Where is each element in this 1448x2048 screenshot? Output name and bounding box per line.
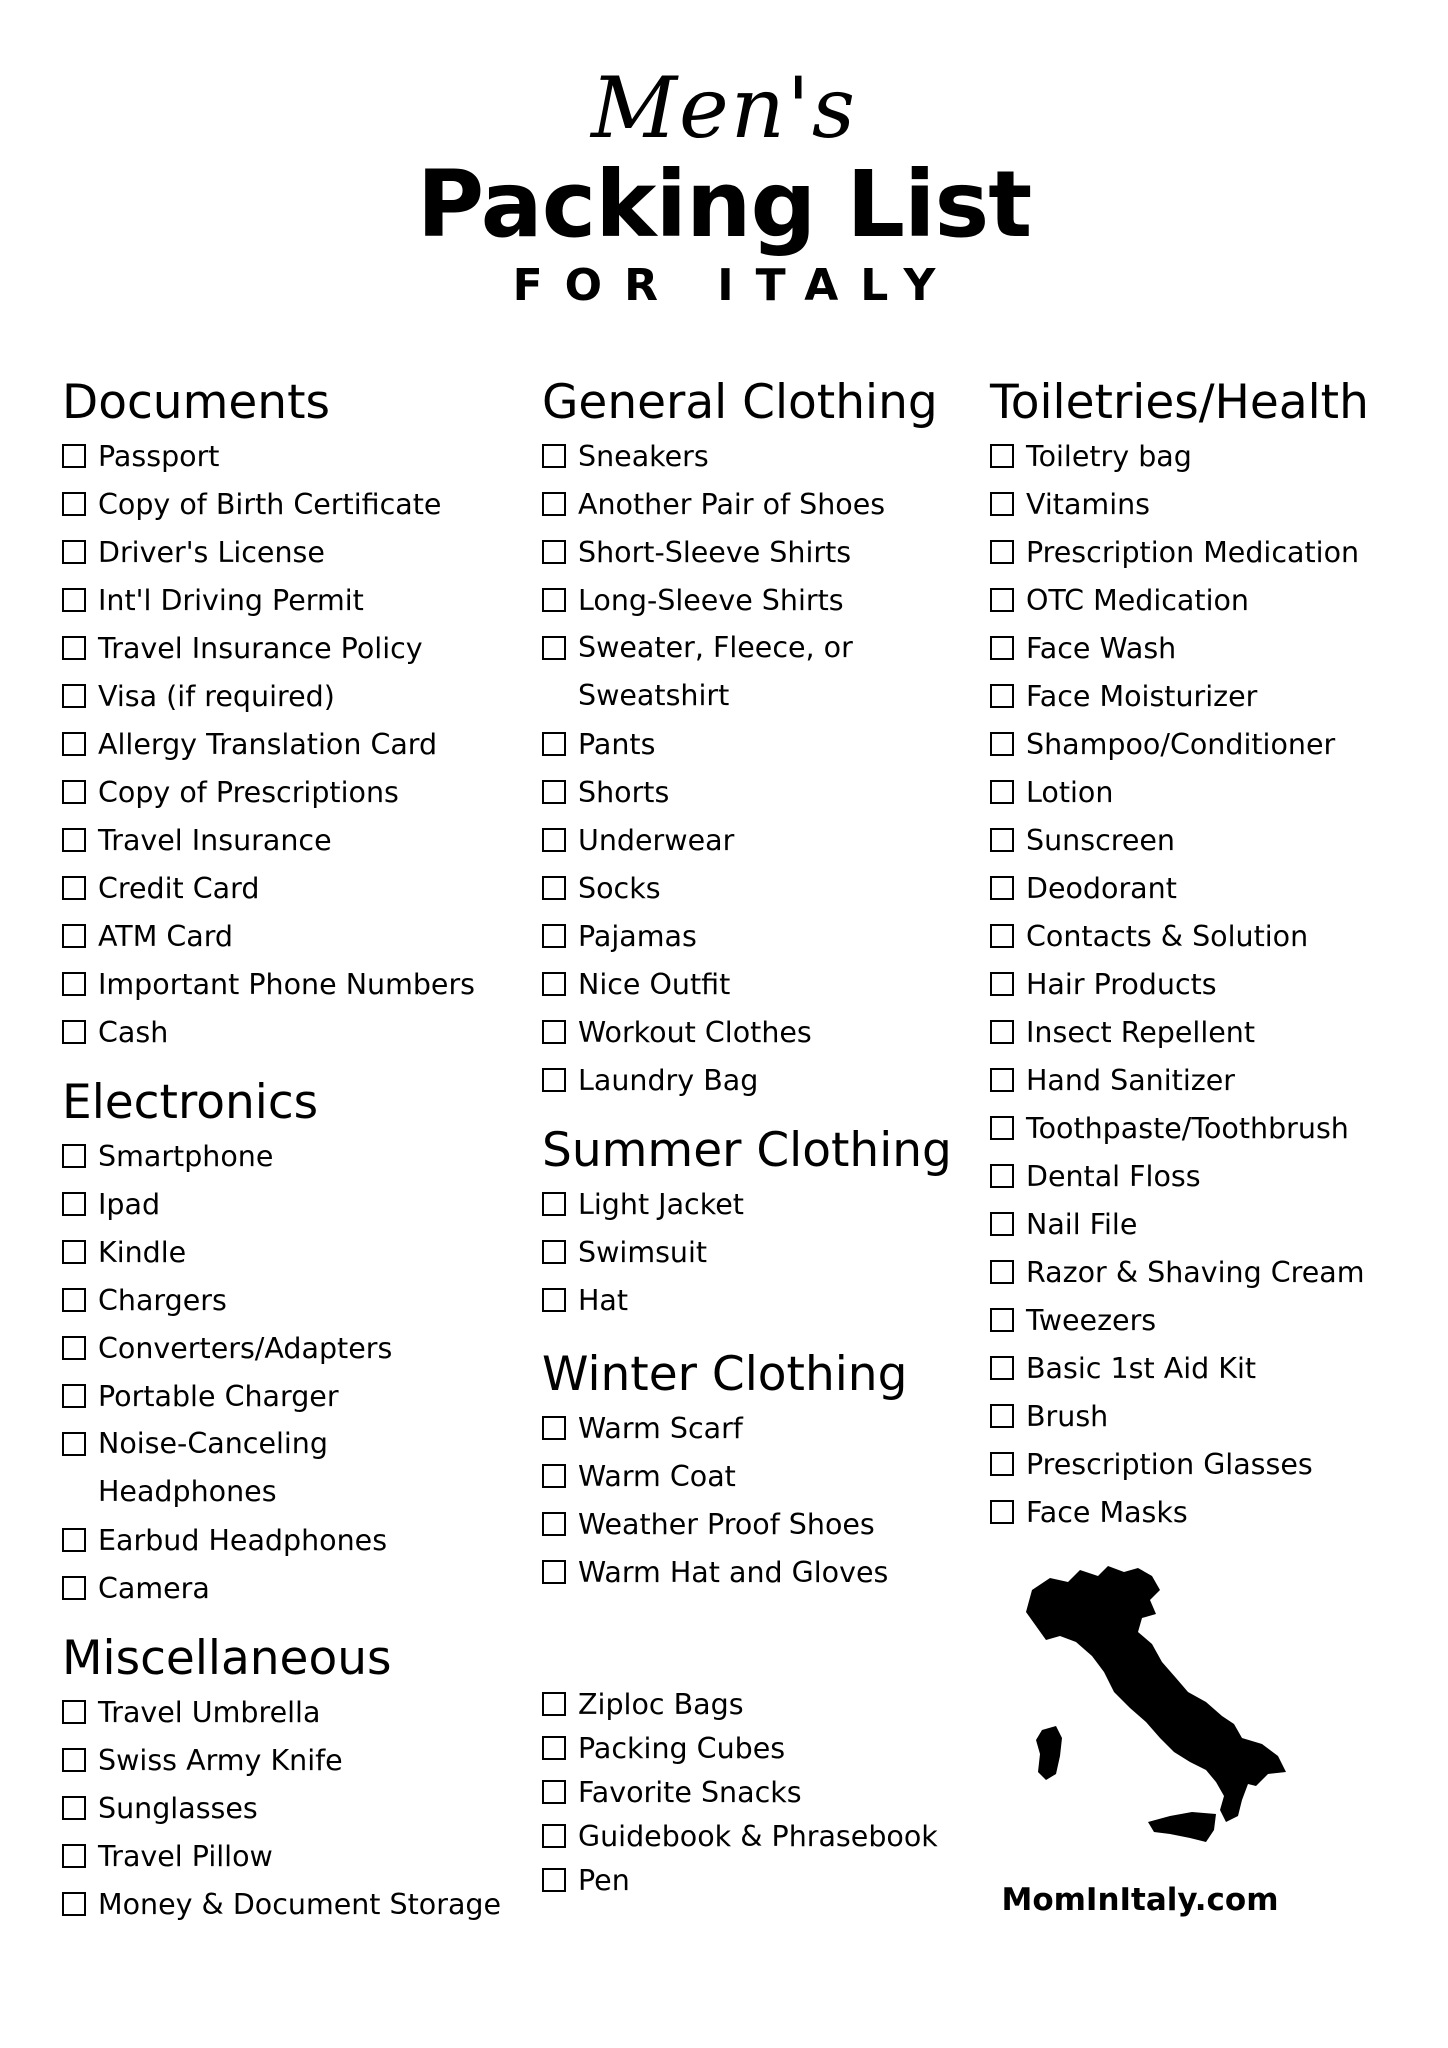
checklist-item-label: Basic 1st Aid Kit — [1026, 1351, 1257, 1385]
checkbox-icon[interactable] — [990, 732, 1014, 756]
checklist-item[interactable] — [542, 1814, 942, 1858]
checklist-item[interactable] — [990, 624, 1410, 672]
checklist-item-label: Copy of Birth Certificate — [98, 487, 442, 521]
checklist-item-label: Warm Coat — [578, 1459, 736, 1493]
checkbox-icon[interactable] — [62, 1432, 86, 1456]
checklist-item-label: Pants — [578, 727, 656, 761]
section-electronics — [62, 1074, 502, 1612]
checkbox-icon[interactable] — [542, 1240, 566, 1264]
checkbox-icon[interactable] — [62, 780, 86, 804]
checklist-item[interactable] — [990, 432, 1410, 480]
checklist-item[interactable] — [62, 528, 502, 576]
checkbox-icon[interactable] — [62, 588, 86, 612]
checklist-item[interactable] — [990, 1296, 1410, 1344]
checkbox-icon[interactable] — [62, 1288, 86, 1312]
checklist-item-label: Face Wash — [1026, 631, 1177, 665]
checklist-item-label: Travel Insurance Policy — [98, 631, 423, 665]
checkbox-icon[interactable] — [542, 444, 566, 468]
checklist-item[interactable] — [62, 1564, 502, 1612]
checkbox-icon[interactable] — [542, 1692, 566, 1716]
checkbox-icon[interactable] — [990, 1260, 1014, 1284]
checklist-item-label: Insect Repellent — [1026, 1015, 1256, 1049]
checklist-item[interactable] — [542, 480, 942, 528]
checklist-item[interactable] — [990, 528, 1410, 576]
section-title-documents: Documents — [62, 375, 330, 430]
checkbox-icon[interactable] — [542, 1780, 566, 1804]
checklist-item[interactable] — [62, 1180, 502, 1228]
checklist-item-label: Light Jacket — [578, 1187, 744, 1221]
checkbox-icon[interactable] — [542, 1512, 566, 1536]
checkbox-icon[interactable] — [542, 636, 566, 660]
checklist-item-label: Razor & Shaving Cream — [1026, 1255, 1365, 1289]
checklist-item[interactable] — [542, 1500, 942, 1548]
checklist-item-label: Hand Sanitizer — [1026, 1063, 1235, 1097]
checklist-item-label: ATM Card — [98, 919, 234, 953]
checklist-item[interactable] — [990, 1008, 1410, 1056]
checklist-item-label: Underwear — [578, 823, 735, 857]
checklist-item[interactable] — [542, 1056, 942, 1104]
checkbox-icon[interactable] — [62, 636, 86, 660]
checklist-item-label: Swimsuit — [578, 1235, 708, 1269]
checklist-item-label: Face Moisturizer — [1026, 679, 1258, 713]
checkbox-icon[interactable] — [62, 1384, 86, 1408]
checkbox-icon[interactable] — [542, 540, 566, 564]
checklist-item[interactable] — [62, 1784, 522, 1832]
section-title-winter-clothing: Winter Clothing — [542, 1347, 908, 1402]
checklist-item[interactable] — [542, 1682, 942, 1726]
checklist-item[interactable] — [542, 1180, 942, 1228]
checkbox-icon[interactable] — [62, 924, 86, 948]
checkbox-icon[interactable] — [62, 732, 86, 756]
checkbox-icon[interactable] — [542, 1464, 566, 1488]
checklist-item-label: Socks — [578, 871, 661, 905]
checklist-item-label: Nail File — [1026, 1207, 1138, 1241]
section-title-electronics: Electronics — [62, 1075, 319, 1130]
checklist-item[interactable] — [542, 1276, 942, 1324]
checklist-item-label: Allergy Translation Card — [98, 727, 438, 761]
checklist-item-label: Face Masks — [1026, 1495, 1188, 1529]
checklist-item[interactable] — [542, 720, 942, 768]
checklist-item-label: Sunglasses — [98, 1791, 258, 1825]
checklist-item-label: Credit Card — [98, 871, 260, 905]
checkbox-icon[interactable] — [990, 1164, 1014, 1188]
checkbox-icon[interactable] — [990, 588, 1014, 612]
checklist-item-label: Hat — [578, 1283, 629, 1317]
checklist-item[interactable] — [990, 1440, 1410, 1488]
section-title-general-clothing: General Clothing — [542, 375, 938, 430]
checklist-item-label: Laundry Bag — [578, 1063, 759, 1097]
checklist-item-label: Earbud Headphones — [98, 1523, 388, 1557]
checkbox-icon[interactable] — [990, 1116, 1014, 1140]
checklist-item[interactable] — [990, 1056, 1410, 1104]
checklist-item[interactable] — [62, 1516, 502, 1564]
checklist-item[interactable] — [542, 624, 942, 720]
checklist-item[interactable] — [62, 1688, 522, 1736]
checklist-item-label: Warm Scarf — [578, 1411, 743, 1445]
checklist-item[interactable] — [542, 960, 942, 1008]
checkbox-icon[interactable] — [62, 1240, 86, 1264]
checkbox-icon[interactable] — [542, 972, 566, 996]
checklist-item-label: OTC Medication — [1026, 583, 1249, 617]
checklist-item-label: Toothpaste/Toothbrush — [1026, 1111, 1349, 1145]
checklist-item-label: Shorts — [578, 775, 670, 809]
checkbox-icon[interactable] — [990, 1404, 1014, 1428]
checklist-item-label: Shampoo/Conditioner — [1026, 727, 1336, 761]
checklist-item[interactable] — [542, 1548, 942, 1596]
checklist-item[interactable] — [62, 1132, 502, 1180]
checklist-item[interactable] — [990, 720, 1410, 768]
checkbox-icon[interactable] — [990, 492, 1014, 516]
checklist-item-label: Pen — [578, 1863, 630, 1897]
website-footer[interactable]: MomInItaly.com — [1001, 1882, 1279, 1918]
checkbox-icon[interactable] — [62, 1576, 86, 1600]
header-script-title: Men's — [590, 59, 858, 157]
checkbox-icon[interactable] — [542, 1560, 566, 1584]
checklist-item-label: Driver's License — [98, 535, 325, 569]
italy-map-icon — [1010, 1560, 1330, 1860]
checklist-item-label: Money & Document Storage — [98, 1887, 502, 1921]
checkbox-icon[interactable] — [990, 1452, 1014, 1476]
checklist-item[interactable] — [542, 816, 942, 864]
checklist-item-label: Travel Pillow — [98, 1839, 273, 1873]
checkbox-icon[interactable] — [542, 732, 566, 756]
checklist-item[interactable] — [990, 480, 1410, 528]
checklist-item-label: Chargers — [98, 1283, 227, 1317]
checklist-item-label: Prescription Medication — [1026, 535, 1360, 569]
checklist-item-label: Important Phone Numbers — [98, 967, 476, 1001]
checklist-item-label: Lotion — [1026, 775, 1114, 809]
checklist-item-label: Noise-Canceling Headphones — [98, 1427, 328, 1508]
checklist-item[interactable] — [542, 1008, 942, 1056]
checklist-item-label: Weather Proof Shoes — [578, 1507, 875, 1541]
checklist-item[interactable] — [62, 1276, 502, 1324]
checklist-item[interactable] — [62, 912, 502, 960]
checklist-item-label: Sweater, Fleece, or Sweatshirt — [578, 631, 853, 712]
checkbox-icon[interactable] — [542, 876, 566, 900]
checkbox-icon[interactable] — [542, 828, 566, 852]
checkbox-icon[interactable] — [990, 924, 1014, 948]
checklist-item-label: Guidebook & Phrasebook — [578, 1819, 938, 1853]
checklist-item[interactable] — [542, 912, 942, 960]
checkbox-icon[interactable] — [62, 684, 86, 708]
checklist-item[interactable] — [990, 672, 1410, 720]
checkbox-icon[interactable] — [542, 1416, 566, 1440]
checkbox-icon[interactable] — [62, 972, 86, 996]
checklist-item[interactable] — [542, 1858, 942, 1902]
section-title-toiletries: Toiletries/Health — [990, 375, 1369, 430]
checkbox-icon[interactable] — [542, 1824, 566, 1848]
checklist-item-label: Copy of Prescriptions — [98, 775, 399, 809]
checkbox-icon[interactable] — [542, 1020, 566, 1044]
checkbox-icon[interactable] — [990, 1308, 1014, 1332]
checklist-item[interactable] — [542, 1228, 942, 1276]
checkbox-icon[interactable] — [62, 828, 86, 852]
checklist-item[interactable] — [62, 720, 502, 768]
checklist-item[interactable] — [542, 864, 942, 912]
checklist-item[interactable] — [62, 1880, 522, 1928]
section-winter-clothing — [542, 1346, 942, 1596]
checkbox-icon[interactable] — [62, 1748, 86, 1772]
checklist-item-label: Camera — [98, 1571, 210, 1605]
checkbox-icon[interactable] — [542, 924, 566, 948]
checklist-item[interactable] — [542, 1452, 942, 1500]
checkbox-icon[interactable] — [62, 1700, 86, 1724]
checklist-item[interactable] — [62, 768, 502, 816]
checkbox-icon[interactable] — [542, 588, 566, 612]
checklist-item[interactable] — [542, 576, 942, 624]
checklist-item[interactable] — [62, 864, 502, 912]
section-toiletries — [990, 374, 1410, 1536]
checkbox-icon[interactable] — [62, 1192, 86, 1216]
checkbox-icon[interactable] — [542, 1288, 566, 1312]
checkbox-icon[interactable] — [62, 1796, 86, 1820]
checklist-item-label: Sneakers — [578, 439, 709, 473]
section-summer-clothing — [542, 1122, 952, 1324]
checklist-item[interactable] — [542, 528, 942, 576]
checklist-item[interactable] — [62, 816, 502, 864]
checklist-item[interactable] — [62, 1228, 502, 1276]
checklist-item-label: Tweezers — [1026, 1303, 1157, 1337]
checkbox-icon[interactable] — [62, 1144, 86, 1168]
checkbox-icon[interactable] — [62, 444, 86, 468]
checklist-item-label: Hair Products — [1026, 967, 1217, 1001]
section-general-clothing — [542, 374, 942, 1104]
checklist-item-label: Kindle — [98, 1235, 187, 1269]
checklist-item-label: Contacts & Solution — [1026, 919, 1309, 953]
checkbox-icon[interactable] — [990, 972, 1014, 996]
checklist-item[interactable] — [990, 1200, 1410, 1248]
checklist-item[interactable] — [990, 816, 1410, 864]
checklist-item-label: Packing Cubes — [578, 1731, 786, 1765]
checklist-item-label: Cash — [98, 1015, 169, 1049]
checklist-item[interactable] — [62, 1832, 522, 1880]
checklist-item[interactable] — [990, 864, 1410, 912]
checklist-item[interactable] — [62, 1736, 522, 1784]
checkbox-icon[interactable] — [62, 1892, 86, 1916]
checklist-item[interactable] — [990, 960, 1410, 1008]
checklist-item-label: Workout Clothes — [578, 1015, 812, 1049]
checkbox-icon[interactable] — [542, 1192, 566, 1216]
checklist-item-label: Travel Insurance — [98, 823, 332, 857]
checklist-item-label: Prescription Glasses — [1026, 1447, 1313, 1481]
checklist-item-label: Long-Sleeve Shirts — [578, 583, 844, 617]
checklist-item-label: Portable Charger — [98, 1379, 339, 1413]
checklist-item[interactable] — [990, 1344, 1410, 1392]
checkbox-icon[interactable] — [990, 876, 1014, 900]
checklist-item-label: Travel Umbrella — [98, 1695, 321, 1729]
checkbox-icon[interactable] — [990, 1500, 1014, 1524]
checklist-item[interactable] — [62, 1420, 502, 1516]
checklist-item[interactable] — [542, 1770, 942, 1814]
checkbox-icon[interactable] — [990, 444, 1014, 468]
checklist-item-label: Pajamas — [578, 919, 697, 953]
checklist-item[interactable] — [542, 1404, 942, 1452]
checklist-item[interactable] — [990, 1104, 1410, 1152]
checklist-item[interactable] — [542, 768, 942, 816]
checkbox-icon[interactable] — [990, 540, 1014, 564]
checklist-item[interactable] — [542, 432, 942, 480]
checkbox-icon[interactable] — [62, 1528, 86, 1552]
checkbox-icon[interactable] — [542, 780, 566, 804]
section-title-summer-clothing: Summer Clothing — [542, 1123, 952, 1178]
checklist-item[interactable] — [990, 1152, 1410, 1200]
checkbox-icon[interactable] — [990, 1068, 1014, 1092]
checkbox-icon[interactable] — [542, 1868, 566, 1892]
checklist-item[interactable] — [62, 1008, 502, 1056]
checklist-item[interactable] — [62, 672, 502, 720]
checklist-item-label: Favorite Snacks — [578, 1775, 802, 1809]
checkbox-icon[interactable] — [542, 1736, 566, 1760]
italy-map-svg — [1010, 1560, 1330, 1860]
checkbox-icon[interactable] — [62, 876, 86, 900]
checklist-item[interactable] — [990, 576, 1410, 624]
checkbox-icon[interactable] — [990, 828, 1014, 852]
checklist-item-label: Nice Outfit — [578, 967, 731, 1001]
checklist-item-label: Passport — [98, 439, 220, 473]
checklist-item[interactable] — [62, 624, 502, 672]
checklist-item-label: Toiletry bag — [1026, 439, 1192, 473]
checkbox-icon[interactable] — [990, 1212, 1014, 1236]
checklist-item[interactable] — [62, 960, 502, 1008]
checklist-item[interactable] — [990, 768, 1410, 816]
checklist-item-label: Ipad — [98, 1187, 161, 1221]
checkbox-icon[interactable] — [62, 540, 86, 564]
checklist-item-label: Int'l Driving Permit — [98, 583, 364, 617]
checkbox-icon[interactable] — [990, 1020, 1014, 1044]
checklist-item[interactable] — [542, 1726, 942, 1770]
checklist-item[interactable] — [990, 1392, 1410, 1440]
section-miscellaneous — [62, 1630, 522, 1928]
checklist-item[interactable] — [62, 1372, 502, 1420]
checkbox-icon[interactable] — [990, 780, 1014, 804]
checklist-item-label: Smartphone — [98, 1139, 274, 1173]
section-miscellaneous-col2 — [542, 1682, 942, 1902]
checklist-item-label: Warm Hat and Gloves — [578, 1555, 889, 1589]
checklist-item-label: Vitamins — [1026, 487, 1151, 521]
checklist-item-label: Dental Floss — [1026, 1159, 1201, 1193]
checklist-item[interactable] — [990, 1488, 1410, 1536]
checkbox-icon[interactable] — [62, 1336, 86, 1360]
checklist-item-label: Visa (if required) — [98, 679, 335, 713]
checklist-item-label: Converters/Adapters — [98, 1331, 393, 1365]
checkbox-icon[interactable] — [62, 1844, 86, 1868]
checklist-item-label: Short-Sleeve Shirts — [578, 535, 852, 569]
section-documents — [62, 374, 502, 1056]
section-title-miscellaneous: Miscellaneous — [62, 1631, 392, 1686]
sardinia — [1036, 1726, 1062, 1780]
checklist-item-label: Another Pair of Shoes — [578, 487, 886, 521]
checklist-item-label: Ziploc Bags — [578, 1687, 744, 1721]
sicily — [1148, 1812, 1216, 1842]
checklist-item[interactable] — [62, 1324, 502, 1372]
checklist-item[interactable] — [62, 576, 502, 624]
checkbox-icon[interactable] — [990, 1356, 1014, 1380]
checkbox-icon[interactable] — [990, 636, 1014, 660]
checklist-item-label: Sunscreen — [1026, 823, 1175, 857]
checklist-item[interactable] — [62, 432, 502, 480]
checkbox-icon[interactable] — [990, 684, 1014, 708]
checkbox-icon[interactable] — [542, 492, 566, 516]
page-subtitle: FOR ITALY — [512, 260, 958, 311]
page-title: Packing List — [416, 151, 1032, 258]
checklist-item-label: Deodorant — [1026, 871, 1177, 905]
italy-mainland — [1026, 1566, 1286, 1822]
checkbox-icon[interactable] — [62, 492, 86, 516]
checkbox-icon[interactable] — [62, 1020, 86, 1044]
checklist-item[interactable] — [990, 1248, 1410, 1296]
checklist-item[interactable] — [62, 480, 502, 528]
checklist-item-label: Brush — [1026, 1399, 1109, 1433]
checkbox-icon[interactable] — [542, 1068, 566, 1092]
checklist-item[interactable] — [990, 912, 1410, 960]
checklist-item-label: Swiss Army Knife — [98, 1743, 343, 1777]
